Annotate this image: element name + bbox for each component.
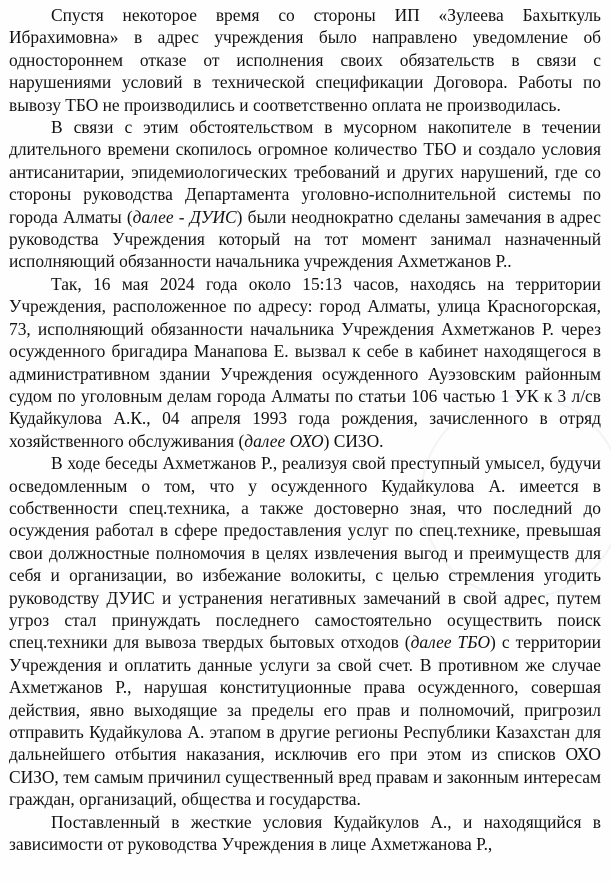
- text-run: В ходе беседы Ахметжанов Р., реализуя свой преступный умысел, будучи осведомленным о том, что у осужденного Кудайкулова А. имеется в собственности спец.техника, а также достоверно зная, что последний до осуждения работал в сфере предоставления услуг по спец.технике, превышая свои должностные полномочия в целях извлечения выгод и преимуществ для себя и организации, во избежание волокиты, с целью стремления угодить руководству ДУИС и устранения негативных замечаний в свой адрес, путем угроз стал принуждать последнего самостоятельно осуществить поиск спец.техники для вывоза твердых бытовых отходов (: [9, 453, 601, 653]
- text-run: В связи с этим обстоятельством в мусорном накопителе в течении длительного времени скопилось огромное количество ТБО и создало условия антисанитарии, эпидемиологических требований и других нарушений, где со стороны руководства Департамента уголовно-исполнительной системы по города Алматы (: [9, 117, 601, 227]
- italic-abbreviation: далее - ДУИС: [132, 206, 237, 227]
- paragraph: [9, 273, 601, 452]
- paragraph: [9, 452, 601, 811]
- italic-abbreviation: далее ТБО: [410, 632, 491, 653]
- text-run: ) были неоднократно сделаны замечания в адрес руководства Учреждения который на тот момент занимал назначенный исполняющий обязанности начальника учреждения Ахметжанов Р..: [9, 206, 602, 272]
- text-run: Так, 16 мая 2024 года около 15:13 часов, находясь на территории Учреждения, расположенное по адресу: город Алматы, улица Красногорская, 73, исполняющий обязанности начальника Учреждения Ахметжанов Р. через осужденного бригадира Манапова Е. вызвал к себе в кабинет находящегося в административном здании Учреждения осужденного Ауэзовским районным судом по уголовным делам города Алматы по статьи 106 частью 1 УК к 3 л/св Кудайкулова А.К., 04 апреля 1993 года рождения, зачисленного в отряд хозяйственного обслуживания (: [9, 273, 601, 451]
- paragraph: [9, 811, 601, 856]
- text-run: ) с территории Учреждения и оплатить данные услуги за свой счет. В противном же случае Ахметжанов Р., нарушая конституционные права осужденного, совершая действия, явно выходящие за пределы его прав и полномочий, пригрозил отправить Кудайкулова А. этапом в другие регионы Республики Казахстан для дальнейшего отбытия наказания, исключив его при этом из списков ОХО СИЗО, тем самым причинил существенный вред правам и законным интересам граждан, организаций, общества и государства.: [9, 632, 601, 810]
- italic-abbreviation: далее ОХО: [244, 430, 324, 451]
- text-run: Поставленный в жесткие условия Кудайкулов А., и находящийся в зависимости от руководства Учреждения в лице Ахметжанова Р.,: [9, 811, 601, 855]
- paragraph: [9, 116, 601, 273]
- text-run: ) СИЗО.: [323, 430, 384, 451]
- paragraph: [9, 4, 601, 116]
- text-run: Спустя некоторое время со стороны ИП «Зулеева Бахыткуль Ибрахимовна» в адрес учреждения было направлено уведомление об одностороннем отказе от исполнения своих обязательств в связи с нарушениями условий в технической спецификации Договора. Работы по вывозу ТБО не производились и соответственно оплата не производилась.: [9, 5, 601, 115]
- document-body: [9, 4, 601, 855]
